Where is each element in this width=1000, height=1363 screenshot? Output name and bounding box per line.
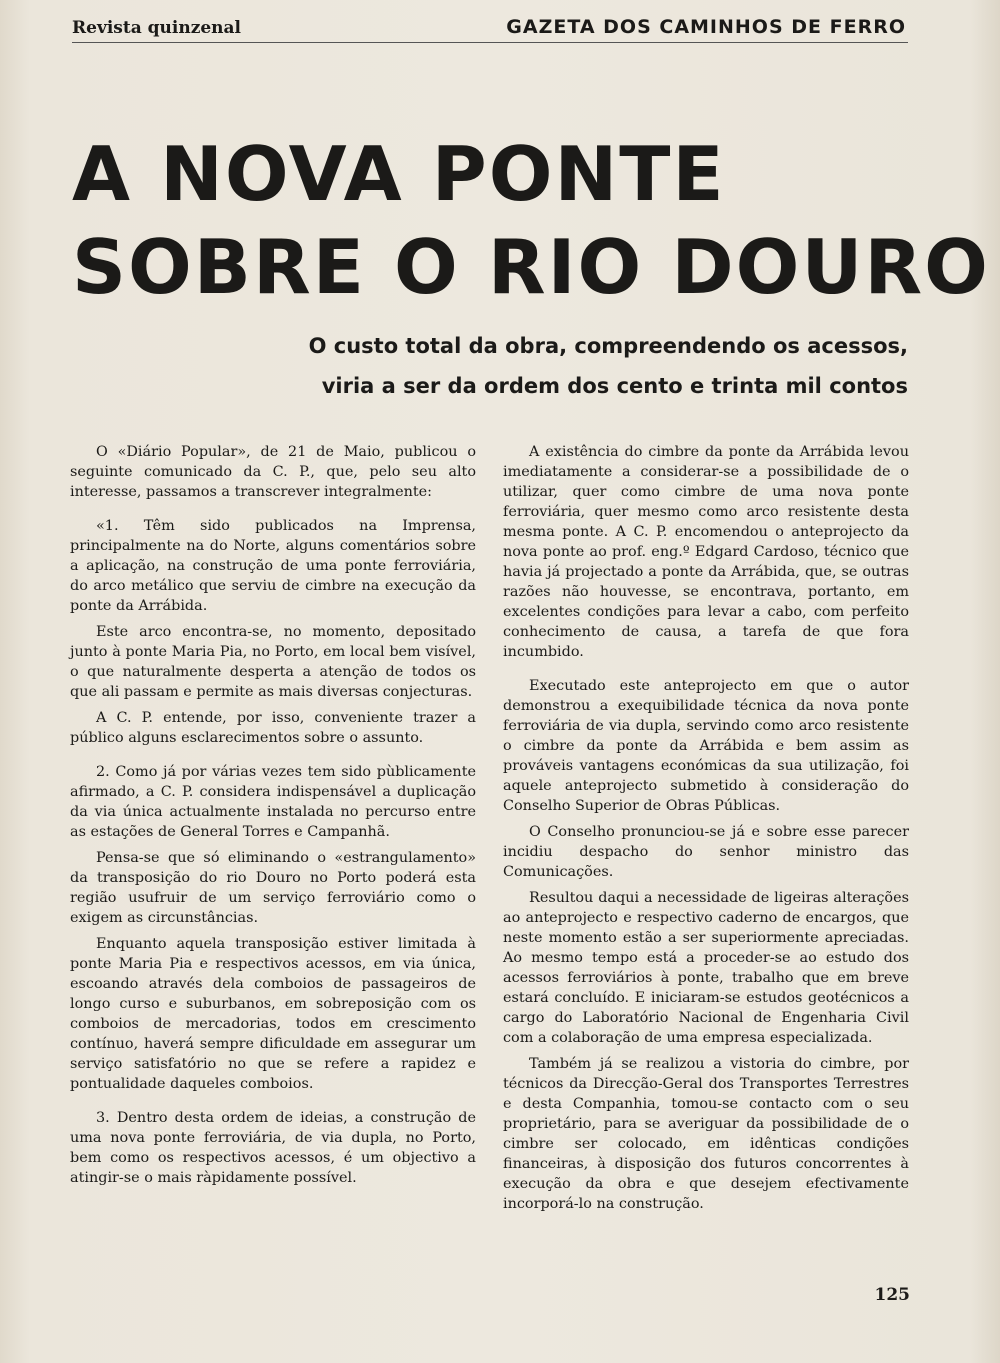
page-number: 125 [874, 1285, 910, 1305]
paragraph: Executado este anteprojecto em que o autor demonstrou a exequibilidade técnica da nova ponte ferroviária de via dupla, servindo como arco resistente o cimbre da ponte da Arrábida e bem assim as prováveis vantagens económicas da sua utilização, foi aquele anteprojecto submetido à consideração do Conselho Superior de Obras Públicas. [503, 678, 909, 814]
running-head-left: Revista quinzenal [72, 18, 242, 38]
paragraph: A existência do cimbre da ponte da Arrábida levou imediatamente a considerar-se a possibilidade de o utilizar, quer como cimbre de uma nova ponte ferroviária, quer mesmo como arco resistente desta mesma ponte. A C. P. encomendou o anteprojecto da nova ponte ao prof. eng.º Edgard Cardoso, técnico que havia já projectado a ponte da Arrábida, que, se outras razões não houvesse, se encontrava, portanto, em excelentes condições para levar a cabo, com perfeito conhecimento de causa, a tarefa de que fora incumbido. [503, 444, 909, 660]
title-line-1: A NOVA PONTE [72, 130, 726, 218]
paragraph: 2. Como já por várias vezes tem sido pùblicamente afirmado, a C. P. considera indispensável a duplicação da via única actualmente instalada no percurso entre as estações de General Torres e Campanhã. [70, 764, 476, 840]
paragraph: «1. Têm sido publicados na Imprensa, principalmente na do Norte, alguns comentários sobre a aplicação, na construção de uma ponte ferroviária, do arco metálico que serviu de cimbre na execução da ponte da Arrábida. [70, 518, 476, 614]
paragraph: 3. Dentro desta ordem de ideias, a construção de uma nova ponte ferroviária, de via dupla, no Porto, bem como os respectivos acessos, é um objectivo a atingir-se o mais ràpidamente possível. [70, 1110, 476, 1186]
article-title [72, 128, 990, 314]
paragraph: Resultou daqui a necessidade de ligeiras alterações ao anteprojecto e respectivo caderno de encargos, que neste momento estão a ser superiormente apreciadas. Ao mesmo tempo está a proceder-se ao estudo dos acessos ferroviários à ponte, trabalho que em breve estará concluído. E iniciaram-se estudos geotécnicos a cargo do Laboratório Nacional de Engenharia Civil com a colaboração de uma empresa especializada. [503, 890, 909, 1046]
paragraph: Também já se realizou a vistoria do cimbre, por técnicos da Direcção-Geral dos Transportes Terrestres e desta Companhia, tomou-se contacto com o seu proprietário, para se averiguar da possibilidade de o cimbre ser colocado, em idênticas condições financeiras, à disposição dos futuros concorrentes à execução da obra e que desejem efectivamente incorporá-lo na construção. [503, 1056, 909, 1212]
paragraph: Pensa-se que só eliminando o «estrangulamento» da transposição do rio Douro no Porto poderá esta região usufruir de um serviço ferroviário como o exigem as circunstâncias. [70, 850, 476, 926]
paragraph: O «Diário Popular», de 21 de Maio, publicou o seguinte comunicado da C. P., que, pelo seu alto interesse, passamos a transcrever integralmente: [70, 444, 476, 500]
paragraph: A C. P. entende, por isso, conveniente trazer a público alguns esclarecimentos sobre o assunto. [70, 710, 476, 746]
left-column [70, 442, 476, 1194]
right-column [503, 442, 909, 1220]
subtitle-line-2: viria a ser da ordem dos cento e trinta mil contos [321, 374, 908, 398]
running-head-right: GAZETA DOS CAMINHOS DE FERRO [506, 16, 906, 38]
subtitle-line-1: O custo total da obra, compreendendo os acessos, [308, 334, 908, 358]
title-line-2: SOBRE O RIO DOURO [72, 223, 990, 311]
paragraph: O Conselho pronunciou-se já e sobre esse parecer incidiu despacho do senhor ministro das Comunicações. [503, 824, 909, 880]
paragraph: Enquanto aquela transposição estiver limitada à ponte Maria Pia e respectivos acessos, em via única, escoando através dela comboios de passageiros de longo curso e suburbanos, em sobreposição com os comboios de mercadorias, todos em crescimento contínuo, haverá sempre dificuldade em assegurar um serviço satisfatório no que se refere a rapidez e pontualidade daqueles comboios. [70, 936, 476, 1092]
article-subtitle [268, 326, 908, 406]
header-rule [72, 42, 908, 43]
paragraph: Este arco encontra-se, no momento, depositado junto à ponte Maria Pia, no Porto, em local bem visível, o que naturalmente desperta a atenção de todos os que ali passam e permite as mais diversas conjecturas. [70, 624, 476, 700]
